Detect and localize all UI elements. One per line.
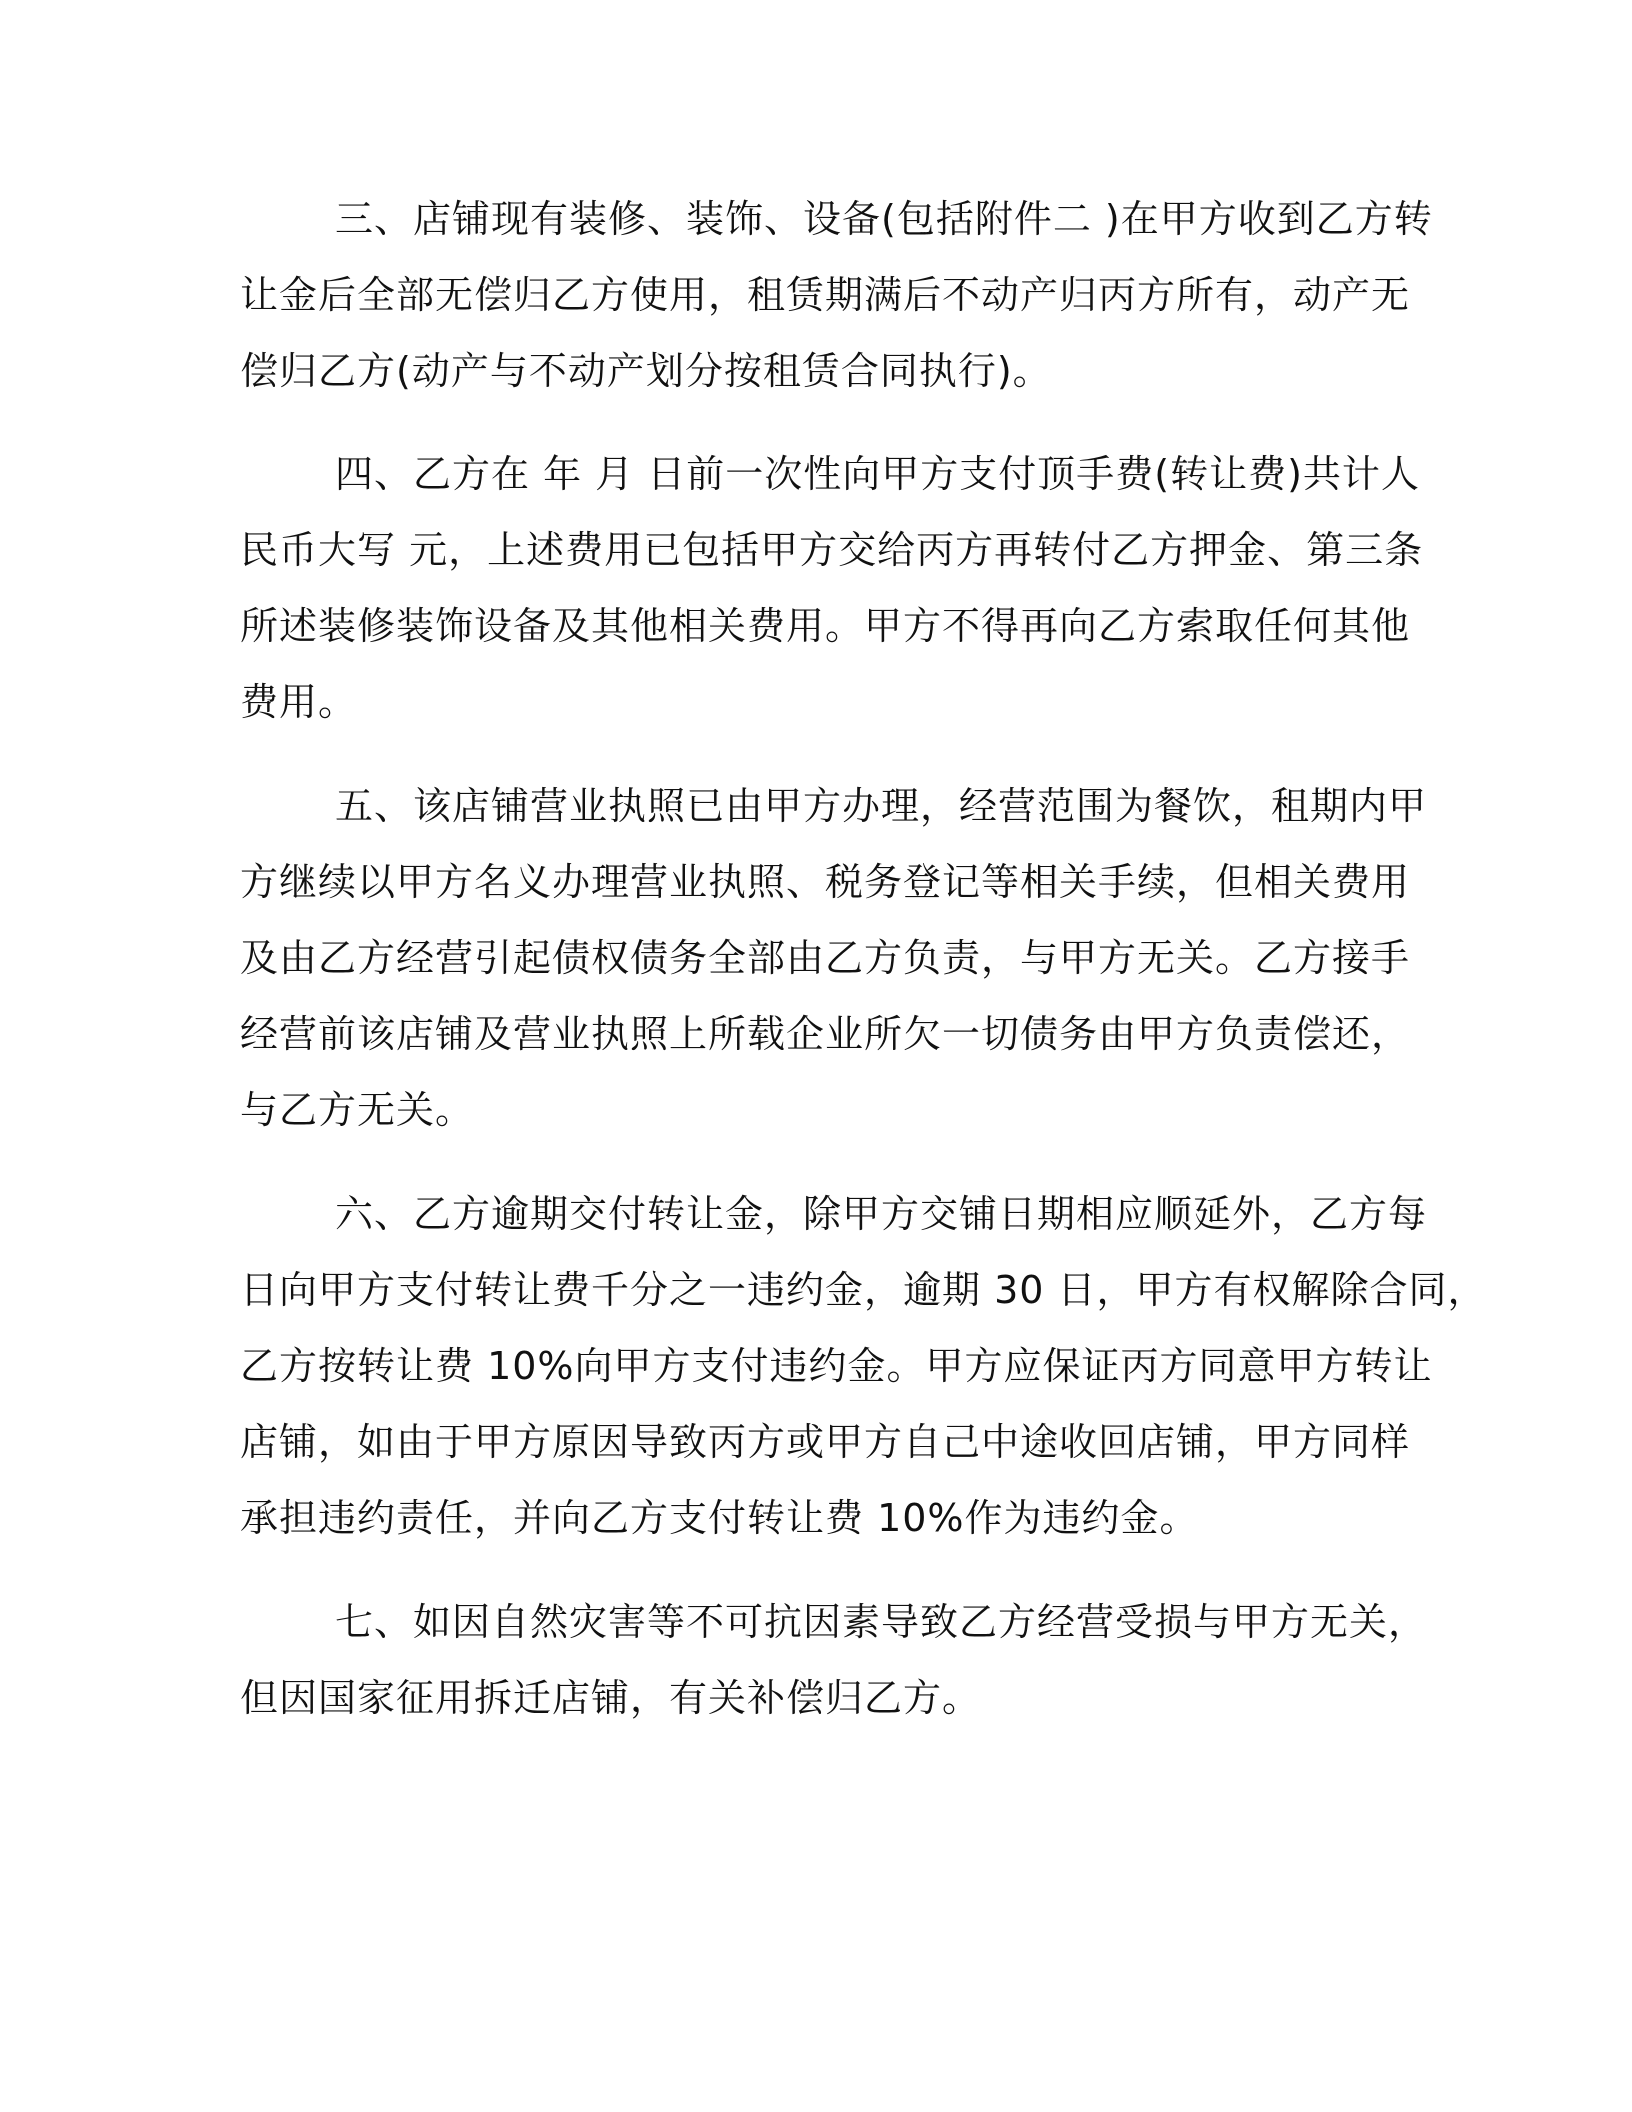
paragraph-line: 四、乙方在 年 月 日前一次性向甲方支付顶手费(转让费)共计人: [335, 452, 1420, 496]
paragraph-line: 费用。: [240, 680, 358, 724]
paragraph-line: 六、乙方逾期交付转让金，除甲方交铺日期相应顺延外，乙方每: [335, 1192, 1428, 1236]
paragraph-line: 日向甲方支付转让费千分之一违约金，逾期 30 日，甲方有权解除合同，: [240, 1268, 1487, 1312]
paragraph-line: 及由乙方经营引起债权债务全部由乙方负责，与甲方无关。乙方接手: [240, 936, 1411, 980]
paragraph-line: 民币大写 元，上述费用已包括甲方交给丙方再转付乙方押金、第三条: [240, 528, 1424, 572]
paragraph-line: 方继续以甲方名义办理营业执照、税务登记等相关手续，但相关费用: [240, 860, 1411, 904]
paragraph-line: 三、店铺现有装修、装饰、设备(包括附件二 )在甲方收到乙方转: [335, 197, 1433, 241]
paragraph-line: 店铺，如由于甲方原因导致丙方或甲方自己中途收回店铺，甲方同样: [240, 1420, 1411, 1464]
paragraph-line: 五、该店铺营业执照已由甲方办理，经营范围为餐饮，租期内甲: [335, 784, 1428, 828]
paragraph-line: 经营前该店铺及营业执照上所载企业所欠一切债务由甲方负责偿还，: [240, 1012, 1411, 1056]
paragraph-line: 让金后全部无偿归乙方使用，租赁期满后不动产归丙方所有，动产无: [240, 273, 1411, 317]
paragraph-line: 但因国家征用拆迁店铺，有关补偿归乙方。: [240, 1676, 982, 1720]
paragraph-line: 乙方按转让费 10%向甲方支付违约金。甲方应保证丙方同意甲方转让: [240, 1344, 1433, 1388]
paragraph-line: 承担违约责任，并向乙方支付转让费 10%作为违约金。: [240, 1496, 1199, 1540]
paragraph-line: 七、如因自然灾害等不可抗因素导致乙方经营受损与甲方无关，: [335, 1600, 1428, 1644]
paragraph-line: 所述装修装饰设备及其他相关费用。甲方不得再向乙方索取任何其他: [240, 604, 1411, 648]
paragraph-line: 与乙方无关。: [240, 1088, 475, 1132]
paragraph-line: 偿归乙方(动产与不动产划分按租赁合同执行)。: [240, 349, 1052, 393]
